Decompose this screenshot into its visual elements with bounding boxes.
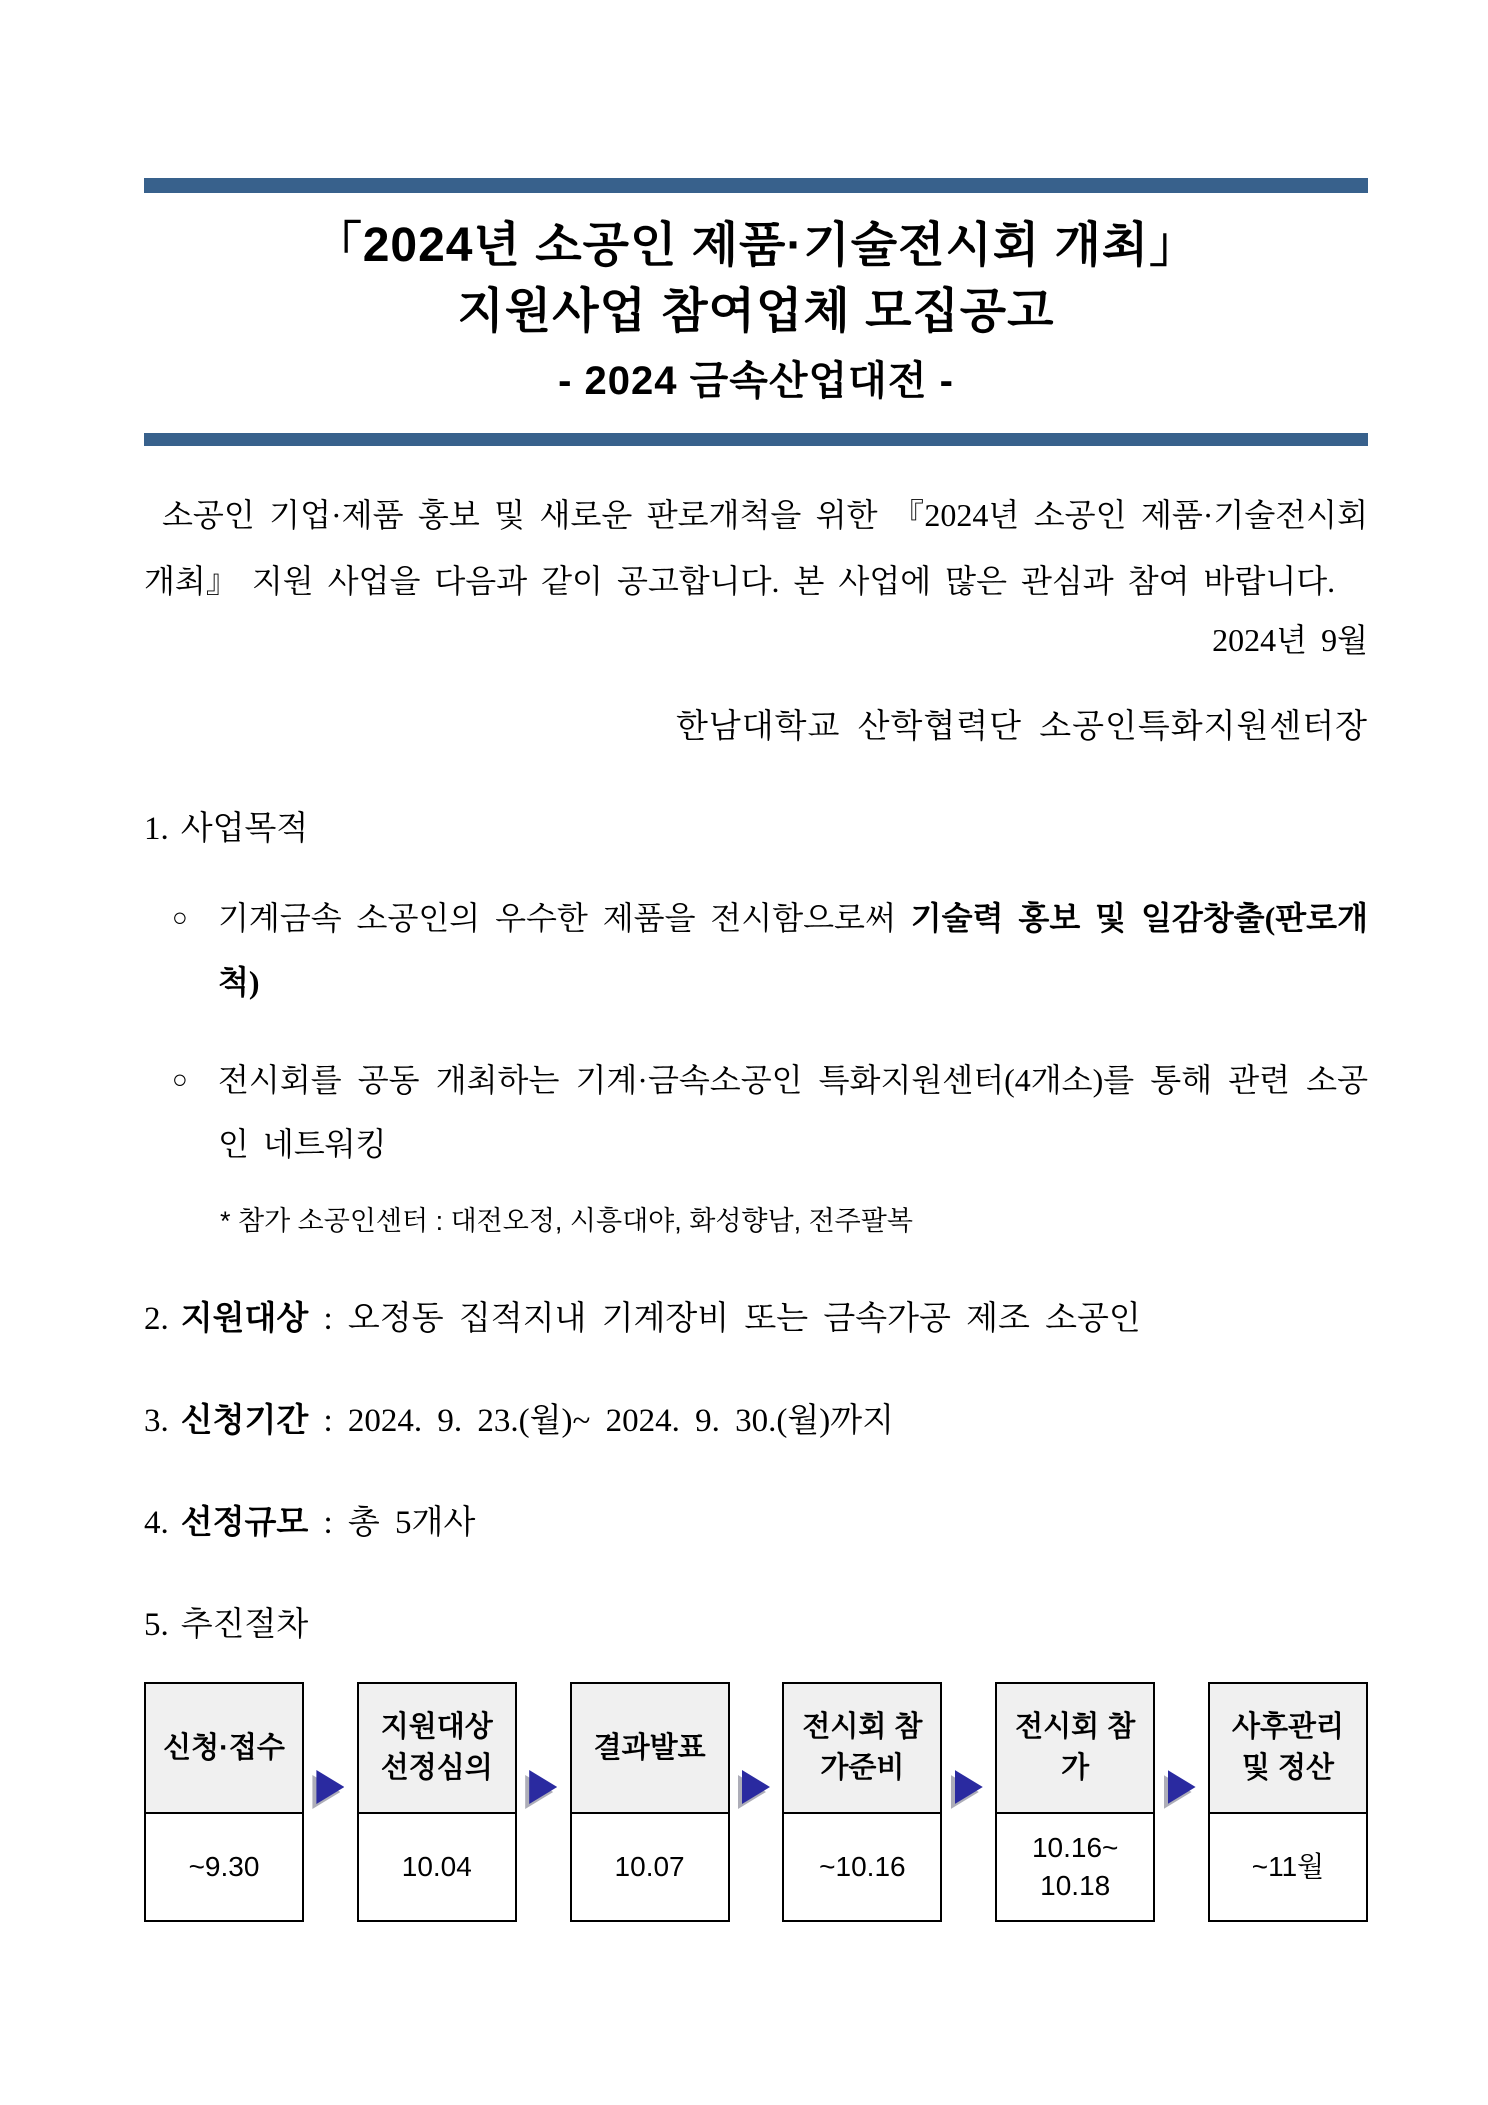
process-step-label: 전시회 참가준비 xyxy=(784,1684,940,1814)
process-step-date: 10.07 xyxy=(572,1814,728,1920)
page-title xyxy=(144,213,1368,345)
section-title: 선정규모 xyxy=(180,1505,309,1541)
flow-arrow-gap xyxy=(304,1682,357,1922)
section-title: 사업목적 xyxy=(180,811,309,847)
bottom-divider-bar xyxy=(144,433,1368,446)
circle-bullet-icon: ○ xyxy=(172,1065,188,1094)
process-flow-diagram xyxy=(144,1682,1368,1922)
right-arrow-icon xyxy=(955,1770,983,1804)
bullet-text xyxy=(218,1048,1368,1176)
section-title: 지원대상 xyxy=(180,1301,309,1337)
bullet-text xyxy=(218,886,1368,1014)
process-step-label: 전시회 참가 xyxy=(997,1684,1153,1814)
section-heading-business-purpose xyxy=(144,806,1368,852)
process-step-exhibition-preparation xyxy=(782,1682,942,1922)
right-arrow-icon xyxy=(529,1770,557,1804)
flow-arrow-gap xyxy=(1155,1682,1208,1922)
section-title: 추진절차 xyxy=(180,1607,309,1643)
process-step-date: 10.04 xyxy=(359,1814,515,1920)
right-arrow-icon xyxy=(1168,1770,1196,1804)
bullet-text-regular: 전시회를 공동 개최하는 기계·금속소공인 특화지원센터(4개소)를 통해 관련 소공인 네트워킹 xyxy=(218,1062,1368,1162)
bullet-item xyxy=(144,886,1368,1014)
numbered-section-list xyxy=(144,1296,1368,1546)
page-title-line-2: 지원사업 참여업체 모집공고 xyxy=(457,285,1055,338)
section-1-bullet-list xyxy=(144,886,1368,1176)
date-line: 2024년 9월 xyxy=(1212,622,1368,658)
participating-centers-note: * 참가 소공인센터 : 대전오정, 시흥대야, 화성향남, 전주팔복 xyxy=(220,1206,913,1236)
signature-line: 한남대학교 산학협력단 소공인특화지원센터장 xyxy=(675,709,1368,745)
section-number: 1. xyxy=(144,811,169,847)
section-number: 5. xyxy=(144,1607,169,1643)
section-text: : 오정동 집적지내 기계장비 또는 금속가공 제조 소공인 xyxy=(308,1301,1141,1337)
page-subtitle: - 2024 금속산업대전 - xyxy=(558,359,954,403)
process-step-label: 결과발표 xyxy=(572,1684,728,1814)
section-text: : 총 5개사 xyxy=(308,1505,476,1541)
process-step-date: ~9.30 xyxy=(146,1814,302,1920)
section-title: 신청기간 xyxy=(180,1403,309,1439)
bullet-item xyxy=(144,1048,1368,1176)
intro-paragraph: 소공인 기업·제품 홍보 및 새로운 판로개척을 위한 『2024년 소공인 제품·기술전시회 개최』 지원 사업을 다음과 같이 공고합니다. 본 사업에 많은 관심과 참여 바랍니다. xyxy=(144,497,1368,599)
bullet-text-regular: 기계금속 소공인의 우수한 제품을 전시함으로써 xyxy=(218,900,911,936)
process-step-selection-review xyxy=(357,1682,517,1922)
right-arrow-icon xyxy=(316,1770,344,1804)
right-arrow-icon xyxy=(742,1770,770,1804)
section-text: : 2024. 9. 23.(월)~ 2024. 9. 30.(월)까지 xyxy=(308,1403,895,1439)
process-step-date: ~10.16 xyxy=(784,1814,940,1920)
process-step-follow-up-settlement xyxy=(1208,1682,1368,1922)
page-title-line-1: 「2024년 소공인 제품·기술전시회 개최」 xyxy=(313,219,1199,272)
section-number: 4. xyxy=(144,1505,169,1541)
process-step-date: ~11월 xyxy=(1210,1814,1366,1920)
process-step-exhibition-participation xyxy=(995,1682,1155,1922)
section-number: 2. xyxy=(144,1301,169,1337)
section-heading-selection-scale xyxy=(144,1500,1368,1546)
process-step-label: 신청·접수 xyxy=(146,1684,302,1814)
process-step-label: 사후관리 및 정산 xyxy=(1210,1684,1366,1814)
process-step-application xyxy=(144,1682,304,1922)
circle-bullet-icon: ○ xyxy=(172,903,188,932)
flow-arrow-gap xyxy=(942,1682,995,1922)
section-heading-application-period xyxy=(144,1398,1368,1444)
flow-arrow-gap xyxy=(517,1682,570,1922)
process-step-label: 지원대상 선정심의 xyxy=(359,1684,515,1814)
bullet-text-bold: 기술력 홍보 및 일감창출(판로개척) xyxy=(218,900,1368,1000)
process-step-result-announcement xyxy=(570,1682,730,1922)
flow-arrow-gap xyxy=(730,1682,783,1922)
process-step-date: 10.16~ 10.18 xyxy=(997,1814,1153,1920)
top-divider-bar xyxy=(144,178,1368,193)
section-number: 3. xyxy=(144,1403,169,1439)
section-heading-process xyxy=(144,1602,1368,1648)
section-heading-support-target xyxy=(144,1296,1368,1342)
